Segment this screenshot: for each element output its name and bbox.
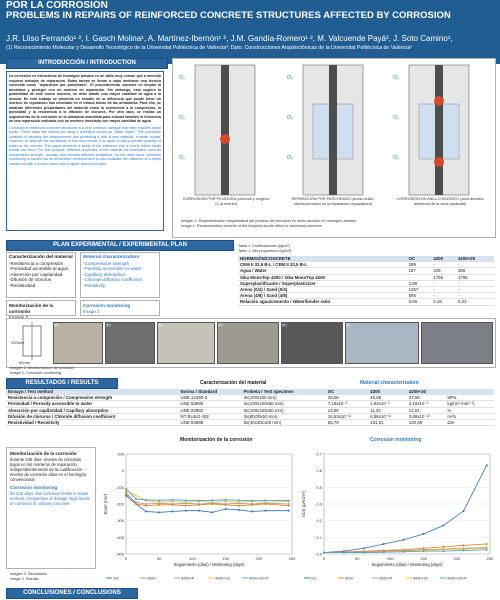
data-point: [145, 503, 147, 505]
plan-mon-en-text: Image 2: [83, 309, 100, 314]
oxygen-label: O₂: [287, 115, 293, 121]
y-tick-label: 0.2: [316, 518, 322, 524]
table-header-cell: 4200+20: [407, 389, 446, 395]
mix-table: [238, 256, 494, 306]
photo-c: [157, 322, 215, 364]
oxygen-label: O₂: [179, 115, 185, 121]
list-item: -Resistivity: [83, 282, 106, 288]
diagram-label-2: REPARACIÓN POR PARCHEADO (ánodo anillo-efecto/corrosión en la reparación repaaradora): [291, 197, 375, 206]
table-cell: Absorción por capilaridad / Capillary absorption: [6, 407, 179, 413]
table-cell: Resistencia a compresión / Compressive strength: [6, 395, 179, 401]
table-header-cell: OC: [326, 389, 368, 395]
data-point: [462, 549, 464, 551]
table-cell: Difusión de cloruros / Chloride diffusion coefficient: [6, 413, 179, 419]
photos-caption-en: Image 2. Corrosion monitoring: [10, 371, 62, 375]
mix-table-caption-en: Table 1. Mix proportions (kg/m³): [238, 249, 292, 253]
x-tick-label: 50: [156, 556, 162, 561]
intro-text-es: La corrosión en estructuras de hormigón armado es un daño muy común que a menudo requiere trabajos de reparación. Estas tareas se llevan a cabo mediante una técnica conocida como "reparación por parcheado". El procedimiento consiste en limpiar la armadura y proteger con un mortero de reparación. Sin embargo, esto sugiere la posibilidad de este nuevo mortero, se debe añadir una mayor cantidad de agua a la mezcla. En este trabajo se presenta un estudio de la influencia que puede tener un mortero de reparación mal mezclado en el estado futuro de las armaduras. Para ello, se analizan diferentes propiedades del material como la resistencia a la compresión, la porosidad y la resistencia a la difusión de cloruros. Por otro lado, se realiza un seguimiento de la corrosión en la armadura embebida para evaluar también la influencia de una reparación realizada con un mortero mezclado con mayor cantidad de agua.: [9, 74, 161, 123]
table-cell: UNE 83982: [179, 407, 242, 413]
data-point: [486, 549, 488, 551]
data-point: [403, 551, 405, 553]
table-cell: MPa: [445, 395, 494, 401]
table-cell: -: [431, 280, 456, 286]
data-point: [171, 499, 173, 501]
legend-label: 4200+P: [181, 576, 195, 581]
data-point: [288, 510, 290, 512]
table-cell: 1,93x10⁻²: [368, 401, 407, 407]
y-tick-label: 0.3: [316, 501, 322, 507]
x-axis-label: Seguimiento (días) / Monitoring (days): [173, 562, 245, 567]
table-cell: 15,53x10⁻¹²: [326, 413, 368, 419]
data-point: [145, 499, 147, 501]
diagram-caption-en: Image 1. Representative scheme of the incipient anode effect in reinforced concrete: [181, 224, 322, 228]
data-point: [225, 503, 227, 505]
legend-label: 4200+P: [379, 576, 393, 581]
plan-char-en-title: Material characterization: [83, 255, 140, 260]
x-axis-label: Seguimiento (días) / Monitoring (days): [371, 562, 443, 567]
table-cell: 3x(100x100x50 mm): [242, 401, 326, 407]
oxygen-label: O₂: [393, 75, 399, 81]
plan-mon-en: [80, 300, 160, 316]
data-point: [198, 510, 200, 512]
table-cell: 595: [407, 293, 432, 299]
plan-char-es-list: [9, 261, 73, 288]
table-cell: -: [431, 262, 456, 268]
y-tick-label: 0.7: [316, 451, 322, 457]
intro-text-en: Corrosion in reinforced concrete structures is a very common damage that often requires repair works. These tasks are carried out using a technique known as "patch repair". The procedure consists of cleaning the reinforcement and protecting it with a new material, a repair mortar. However, to improve the workability of this new mortar, it is usual to add a greater quantity of water to the mixture. This paper presents a study of the influence that a poorly mixed repair mortar can have. For this purpose, different properties of the material are evaluated, such as compressive strength, porosity, and chloride diffusion resistance. On the other hand, corrosion monitoring is carried out on embedded reinforcement to also evaluate the influence of a repair carried out with a mortar mixed with a higher amount of water.: [9, 125, 161, 166]
results-caption-en: Image 3. Results: [10, 577, 39, 581]
data-point: [443, 550, 445, 552]
results-table: [6, 389, 494, 426]
table-header-cell: Probeta / Test specimen: [242, 389, 326, 395]
data-point: [125, 493, 127, 495]
oxygen-label: O₂: [179, 75, 185, 81]
plan-mon-es-title: Monitorización de la corrosión: [9, 303, 54, 314]
y-tick-label: 0.6: [316, 468, 322, 474]
table-header-cell: Norma / Standard: [179, 389, 242, 395]
y-tick-label: -100: [115, 484, 124, 490]
data-point: [145, 511, 147, 513]
table-cell: -: [456, 287, 494, 293]
oxygen-label: O₂: [393, 115, 399, 121]
table-cell: 46,85: [368, 395, 407, 401]
specimen-dimension-drawing: [9, 320, 49, 366]
ecorr-chart: [100, 446, 298, 584]
oxygen-label: O₂: [287, 75, 293, 81]
title-en: PROBLEMS IN REPAIRS OF REINFORCED CONCRETE STRUCTURES AFFECTED BY CORROSION: [6, 10, 451, 21]
table-cell: 151,01: [368, 420, 407, 426]
data-point: [238, 509, 240, 511]
legend-label: OC: [113, 576, 119, 581]
table-cell: 65,79: [326, 420, 368, 426]
x-tick-label: 50: [354, 556, 360, 561]
monitoring-title: Monitorización de la corrosión: [180, 437, 253, 443]
list-item: -Capillary absorption: [83, 271, 126, 277]
list-item: -Porosidad accesible al agua: [9, 266, 68, 272]
data-point: [125, 488, 127, 490]
data-point: [158, 511, 160, 513]
y-tick-label: 0.0: [316, 551, 322, 557]
y-tick-label: -400: [115, 534, 124, 540]
data-point: [238, 505, 240, 507]
photo-label-c: (c): [158, 323, 163, 327]
table-cell: -: [431, 293, 456, 299]
data-point: [135, 498, 137, 500]
table-cell: -: [407, 274, 432, 280]
table-cell: kg/(m² min⁰·⁵): [445, 401, 494, 407]
table-cell: Arena (0/4) / Sand (0/4): [238, 287, 407, 293]
data-point: [158, 501, 160, 503]
photo-label-e: (e): [282, 323, 287, 327]
monitoring-title-en: Corrosion monitoring: [370, 437, 422, 443]
data-point: [185, 510, 187, 512]
photos-caption: Imagen 2. Monitorización de corrosión: [10, 366, 75, 370]
table-cell: 28,06: [326, 395, 368, 401]
table-cell: -: [456, 280, 494, 286]
table-cell: CEM II 32,5 B-L / CEM II 32,5 B-L: [238, 262, 407, 268]
data-point: [363, 547, 365, 549]
legend-label: 4200+20+P: [447, 576, 467, 581]
data-point: [211, 511, 213, 513]
data-point: [383, 543, 385, 545]
data-point: [323, 552, 325, 554]
data-point: [185, 505, 187, 507]
y-axis-label: Ecorr (mV): [103, 493, 108, 515]
table-row: [238, 299, 494, 305]
x-tick-label: 0: [124, 556, 128, 561]
dim-width-label: 50mm: [19, 360, 31, 365]
section-title-results: RESULTADOS / RESULTS: [6, 378, 118, 389]
plan-mon-es: [6, 300, 76, 316]
plan-char-es-title: Caracterización del material: [9, 255, 73, 260]
photo-g: [421, 322, 493, 364]
data-point: [264, 499, 266, 501]
table-cell: 1795: [456, 274, 494, 280]
data-point: [135, 495, 137, 497]
section-title-conclusions: CONCLUSIONES / CONCLUSIONS: [6, 588, 138, 599]
legend-label: 4200+20+P: [249, 576, 269, 581]
mix-table-caption: Tabla 1. Dosificaciones (kg/m³): [238, 244, 290, 248]
table-cell: 2,89: [407, 280, 432, 286]
table-cell: Superplastificante / Superplasticizer: [238, 280, 407, 286]
table-cell: %: [445, 407, 494, 413]
results-char-title: Caracterización del material: [200, 380, 267, 386]
photo-label-b: (b): [106, 323, 111, 327]
data-point: [264, 501, 266, 503]
dim-height-label: 100mm: [11, 340, 25, 345]
x-tick-label: 100: [189, 556, 196, 561]
table-header-cell: OC: [407, 256, 432, 262]
intro-text-box: [6, 71, 164, 231]
table-cell: -: [431, 287, 456, 293]
table-cell: 3x(100x100 mm): [242, 395, 326, 401]
plan-char-en: [80, 252, 160, 298]
photo-d: [217, 322, 279, 364]
photo-label-a: (a): [54, 323, 59, 327]
y-tick-label: 0.1: [316, 534, 322, 540]
legend-label: 4200: [147, 576, 156, 581]
table-cell: 187: [407, 268, 432, 274]
y-tick-label: -500: [115, 551, 124, 557]
photo-b: [105, 322, 155, 364]
table-cell: 7,19x10⁻²: [326, 401, 368, 407]
table-cell: 13,95: [326, 407, 368, 413]
intro-diagram-panel: [172, 58, 496, 238]
section-title-plan: PLAN EXPERIMENTAL / EXPERIMENTAL PLAN: [6, 240, 234, 251]
title-es: POR LA CORROSIÓN: [6, 0, 108, 11]
table-header-cell: 4200: [368, 389, 407, 395]
data-point: [158, 499, 160, 501]
photo-f: [345, 322, 419, 364]
photo-label-f: (f): [346, 323, 350, 327]
list-item: -Resistencia a compresión: [9, 261, 64, 266]
mon-en-title: Corrosion monitoring: [10, 485, 58, 490]
table-cell: Relación agua/cemento / Water/binder ratio: [238, 299, 407, 305]
table-cell: 3,69x10⁻¹²: [407, 413, 446, 419]
data-point: [264, 510, 266, 512]
table-cell: -: [456, 293, 494, 299]
table-row: [6, 420, 494, 426]
photo-e: [281, 322, 343, 364]
results-caption: Imagen 3. Resultados: [10, 572, 47, 576]
list-item: -Absorción por capilaridad: [9, 271, 63, 277]
data-point: [462, 544, 464, 546]
data-point: [288, 500, 290, 502]
list-item: -Chloride diffusion coefficient: [83, 277, 142, 283]
data-point: [486, 543, 488, 545]
table-cell: Sika MonoTop 4200 / Sika MonoTop 4200: [238, 274, 407, 280]
list-item: -Difusión de cloruros: [9, 277, 52, 283]
table-cell: 359: [456, 268, 494, 274]
table-cell: 299: [407, 262, 432, 268]
x-tick-label: 150: [420, 556, 427, 561]
table-header-cell: 4200+20: [456, 256, 494, 262]
y-tick-label: 100: [117, 451, 124, 457]
table-cell: 11,26: [368, 407, 407, 413]
section-title-intro: INTRODUCCIÓN / INTRODUCTION: [6, 58, 168, 69]
data-point: [363, 552, 365, 554]
diagram-caption: Imagen 1. Representación esquemática del proceso de corrosión en anillo anódico en hormigón armado: [181, 219, 357, 223]
monitoring-summary: [6, 447, 96, 569]
table-cell: 1257: [407, 287, 432, 293]
data-point: [211, 501, 213, 503]
diagram-label-1: CORROSIÓN POR PICADURA (cloruros y oxígeno O₂ al interior): [182, 197, 270, 206]
data-point: [343, 552, 345, 554]
list-item: -Resistividad: [9, 282, 36, 288]
diagram-ring-anode: [409, 65, 469, 195]
table-cell: Arena (4/8) / Sand (4/8): [238, 293, 407, 299]
table-header-cell: 4200: [431, 256, 456, 262]
table-cell: NT BUILD 492: [179, 413, 242, 419]
table-cell: 0,65: [407, 299, 432, 305]
data-point: [198, 500, 200, 502]
table-cell: Resistividad / Resistivity: [6, 420, 179, 426]
x-tick-label: 250: [486, 556, 494, 561]
data-point: [171, 503, 173, 505]
data-point: [211, 499, 213, 501]
table-cell: Porosidad / Porosity accessible to water: [6, 401, 179, 407]
data-point: [423, 533, 425, 535]
table-cell: 329: [431, 268, 456, 274]
data-point: [185, 501, 187, 503]
icorr-chart: [298, 446, 496, 584]
data-point: [443, 546, 445, 548]
data-point: [251, 503, 253, 505]
oxygen-label: O₂: [287, 155, 293, 161]
table-cell: UNE 83980: [179, 401, 242, 407]
table-cell: 12,61: [407, 407, 446, 413]
table-cell: 0,18: [431, 299, 456, 305]
table-cell: UNE 83988: [179, 420, 242, 426]
x-tick-label: 0: [322, 556, 326, 561]
results-char-title-en: Material characterization: [360, 380, 419, 386]
diagram-pitting: [195, 65, 255, 195]
data-point: [251, 500, 253, 502]
table-cell: 37,65: [407, 395, 446, 401]
legend-label: 4200: [345, 576, 354, 581]
list-item: -Compressive strength: [83, 261, 130, 266]
table-cell: 1795: [431, 274, 456, 280]
data-point: [486, 464, 488, 466]
data-point: [238, 499, 240, 501]
specimen-photos: [6, 318, 496, 368]
table-cell: 0,22: [456, 299, 494, 305]
data-point: [423, 550, 425, 552]
legend-label: 4200+20: [413, 576, 428, 581]
list-item: -Porosity accessible to water: [83, 266, 142, 272]
table-cell: 2,19x10⁻²: [407, 401, 446, 407]
plan-mon-en-title: Corrosion monitoring: [83, 303, 131, 308]
table-cell: 6,58x10⁻¹²: [368, 413, 407, 419]
y-tick-label: 0: [121, 468, 124, 474]
data-point: [443, 524, 445, 526]
table-header-cell: Ensayo / Test method: [6, 389, 179, 395]
y-tick-label: 0.5: [316, 484, 322, 490]
legend-label: OC: [311, 576, 317, 581]
oxygen-label: O₂: [393, 155, 399, 161]
x-tick-label: 250: [288, 556, 296, 561]
photo-label-d: (d): [218, 323, 223, 327]
mon-es-title: Monitorización de la corrosión: [10, 451, 77, 456]
table-cell: Ωm: [445, 420, 494, 426]
plan-char-en-list: [83, 261, 157, 288]
data-point: [462, 510, 464, 512]
table-cell: 3x(Ø100x50 mm): [242, 413, 326, 419]
data-point: [225, 508, 227, 510]
data-point: [225, 499, 227, 501]
legend-label: 4200+20: [215, 576, 230, 581]
authors: J.R. Lliso Ferrando¹ ², I. Gasch Molina¹, A. Martínez-Ibernón¹ ², J.M. Gandía-Romero¹ ², M. Valcuende Payá², J. Soto Camino¹,: [6, 34, 453, 43]
table-cell: Agua / Water: [238, 268, 407, 274]
table-header-cell: HORMIGÓN/CONCRETE: [238, 256, 407, 262]
table-cell: -: [456, 262, 494, 268]
data-point: [198, 503, 200, 505]
affiliations: (1) Reconocimiento Molecular y Desarrollo Tecnológico de la Universitat Politècnica de València²; Dpto. Construcciones Arquitectónicas de la Universitat Politècnica de València²: [6, 45, 412, 51]
x-tick-label: 150: [222, 556, 229, 561]
table-row: [6, 401, 494, 407]
x-tick-label: 200: [255, 556, 263, 561]
poster-header: [0, 0, 500, 64]
data-point: [251, 511, 253, 513]
data-point: [238, 501, 240, 503]
photo-a: [53, 322, 103, 364]
table-cell: 120,69: [407, 420, 446, 426]
oxygen-label: O₂: [179, 155, 185, 161]
table-cell: m²/s: [445, 413, 494, 419]
y-tick-label: -200: [115, 501, 124, 507]
plan-char-es: [6, 252, 76, 298]
table-row: [6, 413, 494, 419]
table-cell: 5x(40x40x160 mm): [242, 420, 326, 426]
table-cell: UNE 12390-3: [179, 395, 242, 401]
data-point: [171, 511, 173, 513]
data-point: [288, 503, 290, 505]
x-tick-label: 100: [387, 556, 394, 561]
y-axis-label: Icorr (μA/cm²): [301, 491, 306, 517]
data-point: [383, 551, 385, 553]
x-tick-label: 200: [453, 556, 461, 561]
diagram-patch: [303, 65, 363, 195]
mon-en-text: for 245 days -low corrosion levels in repair mortars, irrespective of dosage -high levels of corrosion in ordinary concrete: [10, 491, 90, 506]
data-point: [135, 501, 137, 503]
data-point: [185, 499, 187, 501]
diagram-label-3: CORROSIÓN EN ANILLO ANÓDICO (área anódica alrededor de la zona reparada): [396, 197, 484, 206]
mon-es-text: durante 245 días -niveles de corrosión bajos en los morteros de reparación, independientemente de la cualificación -niveles de corrosión altos en el hormigón convencional: [10, 457, 87, 482]
y-tick-label: -300: [115, 518, 124, 524]
data-point: [403, 539, 405, 541]
table-cell: 3x(100x100x50 mm): [242, 407, 326, 413]
